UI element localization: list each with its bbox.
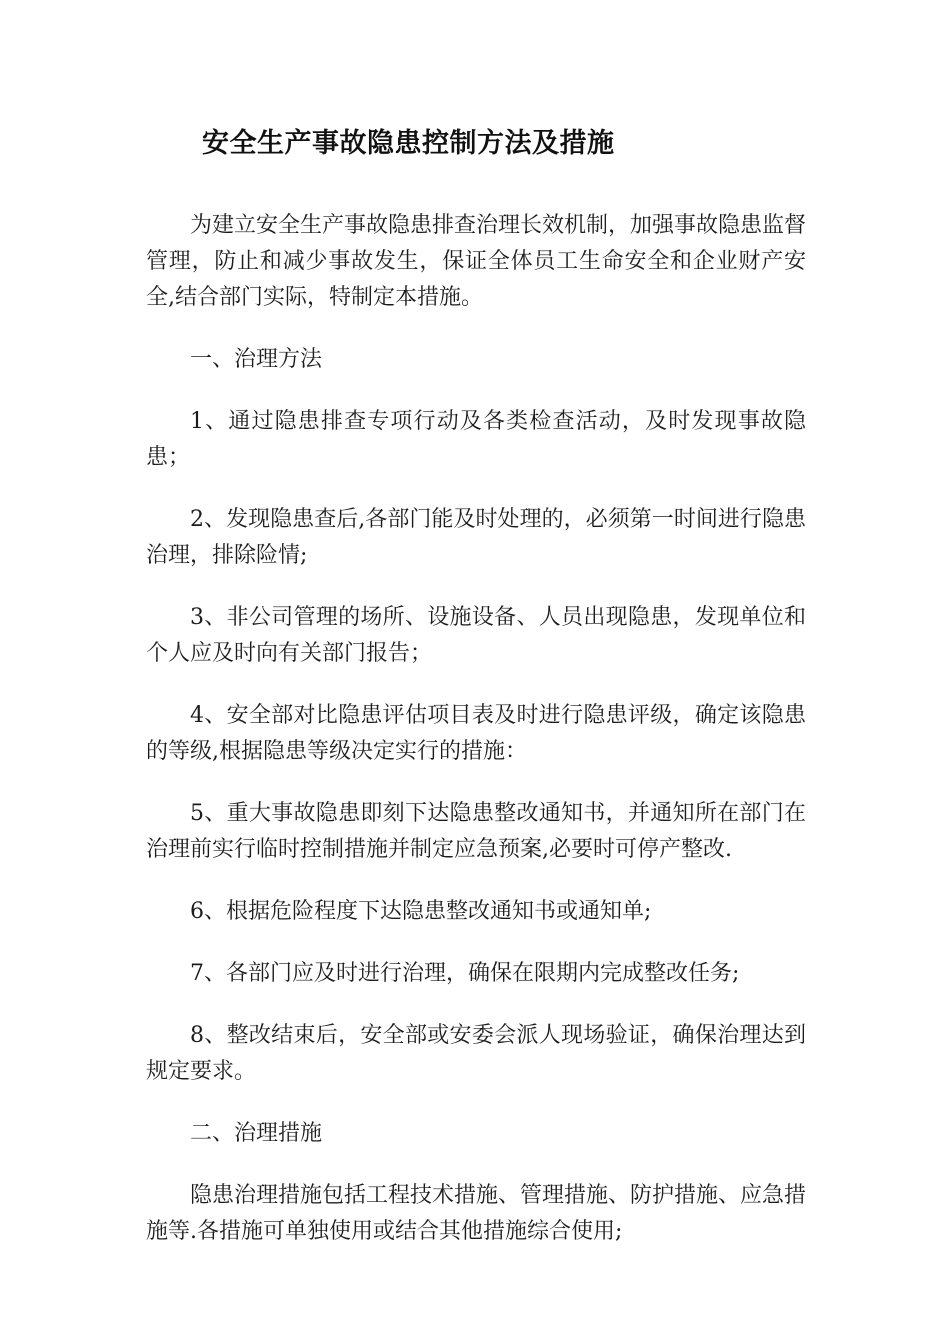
- measures-paragraph: 隐患治理措施包括工程技术措施、管理措施、防护措施、应急措施等.各措施可单独使用或结合其他措施综合使用;: [146, 1183, 807, 1244]
- method-item-8: 8、整改结束后，安全部或安委会派人现场验证，确保治理达到规定要求。: [146, 1023, 806, 1084]
- method-item-4: 4、安全部对比隐患评估项目表及时进行隐患评级，确定该隐患的等级,根据隐患等级决定实行的措施：: [146, 703, 806, 764]
- method-item-2: 2、发现隐患查后,各部门能及时处理的，必须第一时间进行隐患治理，排除险情;: [146, 507, 806, 568]
- method-item-5: 5、重大事故隐患即刻下达隐患整改通知书，并通知所在部门在治理前实行临时控制措施并制定应急预案,必要时可停产整改.: [146, 801, 806, 862]
- section-heading-methods: 一、治理方法: [190, 347, 323, 372]
- document-title: 安全生产事故隐患控制方法及措施: [202, 128, 615, 159]
- method-item-7: 7、各部门应及时进行治理，确保在限期内完成整改任务;: [190, 961, 740, 986]
- section-heading-measures: 二、治理措施: [190, 1121, 323, 1146]
- method-item-1: 1、通过隐患排查专项行动及各类检查活动，及时发现事故隐患；: [146, 409, 806, 470]
- method-item-6: 6、根据危险程度下达隐患整改通知书或通知单;: [190, 899, 652, 924]
- intro-paragraph: 为建立安全生产事故隐患排查治理长效机制，加强事故隐患监督管理，防止和减少事故发生，保证全体员工生命安全和企业财产安全,结合部门实际，特制定本措施。: [146, 213, 807, 310]
- method-item-3: 3、非公司管理的场所、设施设备、人员出现隐患，发现单位和个人应及时向有关部门报告；: [146, 605, 806, 666]
- document-body: [146, 118, 806, 1276]
